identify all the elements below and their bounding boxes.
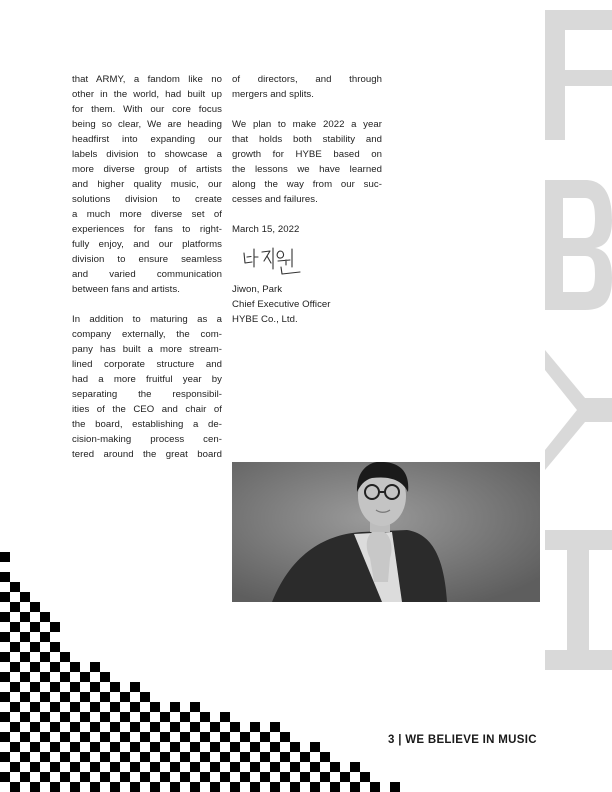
text-line: that ARMY, a fandom like no bbox=[72, 74, 222, 85]
paragraph-structure bbox=[72, 312, 222, 462]
footer-separator: | bbox=[398, 734, 402, 746]
signer-title: Chief Executive Officer bbox=[232, 299, 331, 310]
text-line: ities of the CEO and chair of bbox=[72, 404, 222, 415]
text-line: lined corporate structure and bbox=[72, 359, 222, 370]
text-line: of directors, and through bbox=[232, 74, 382, 85]
text-line: separating the responsibil- bbox=[72, 389, 222, 400]
text-line: We plan to make 2022 a year bbox=[232, 119, 382, 130]
text-line: tered around the great board bbox=[72, 449, 222, 460]
text-line: company externally, the com- bbox=[72, 329, 222, 340]
text-line: mergers and splits. bbox=[232, 89, 314, 100]
text-line: pany has built a more stream- bbox=[72, 344, 222, 355]
text-line: being so clear, We are heading bbox=[72, 119, 222, 130]
text-line: between fans and artists. bbox=[72, 284, 180, 295]
letter-column-left bbox=[72, 72, 222, 462]
text-line: labels division to showcase a bbox=[72, 149, 222, 160]
text-line: more diverse group of artists bbox=[72, 164, 222, 175]
signer-name: Jiwon, Park bbox=[232, 284, 283, 295]
text-line: growth for HYBE based on bbox=[232, 149, 382, 160]
paragraph-board bbox=[232, 72, 382, 102]
text-line: cesses and failures. bbox=[232, 194, 318, 205]
text-line: the lessons we have learned bbox=[232, 164, 382, 175]
section-title: WE BELIEVE IN MUSIC bbox=[405, 734, 537, 746]
text-line: In addition to maturing as a bbox=[72, 314, 222, 325]
page-number: 3 bbox=[388, 734, 395, 746]
text-line: the board, establishing a de- bbox=[72, 419, 222, 430]
text-line: fully enjoy, and our platforms bbox=[72, 239, 222, 250]
text-line: solutions division to create bbox=[72, 194, 222, 205]
text-line: and varied communication bbox=[72, 269, 222, 280]
letter-column-right bbox=[232, 72, 382, 327]
text-line: experiences for fans to right- bbox=[72, 224, 222, 235]
text-line: division to ensure seamless bbox=[72, 254, 222, 265]
text-line: had a more fruitful year by bbox=[72, 374, 222, 385]
hybe-vertical-logo bbox=[545, 10, 612, 780]
checker-pattern-decoration bbox=[0, 500, 420, 792]
text-line: headfirst into expanding our bbox=[72, 134, 222, 145]
text-line: and higher quality music, our bbox=[72, 179, 222, 190]
text-line: cision-making process cen- bbox=[72, 434, 222, 445]
signer-company: HYBE Co., Ltd. bbox=[232, 314, 298, 325]
letter-date: March 15, 2022 bbox=[232, 224, 300, 235]
text-line: that holds both stability and bbox=[232, 134, 382, 145]
text-line: other in the world, had built up bbox=[72, 89, 222, 100]
text-line: a much more diverse set of bbox=[72, 209, 222, 220]
text-line: for them. With our core focus bbox=[72, 104, 222, 115]
paragraph-plan bbox=[232, 117, 382, 207]
text-line: along the way from our suc- bbox=[232, 179, 382, 190]
paragraph-army bbox=[72, 72, 222, 297]
ceo-signature bbox=[240, 243, 310, 279]
